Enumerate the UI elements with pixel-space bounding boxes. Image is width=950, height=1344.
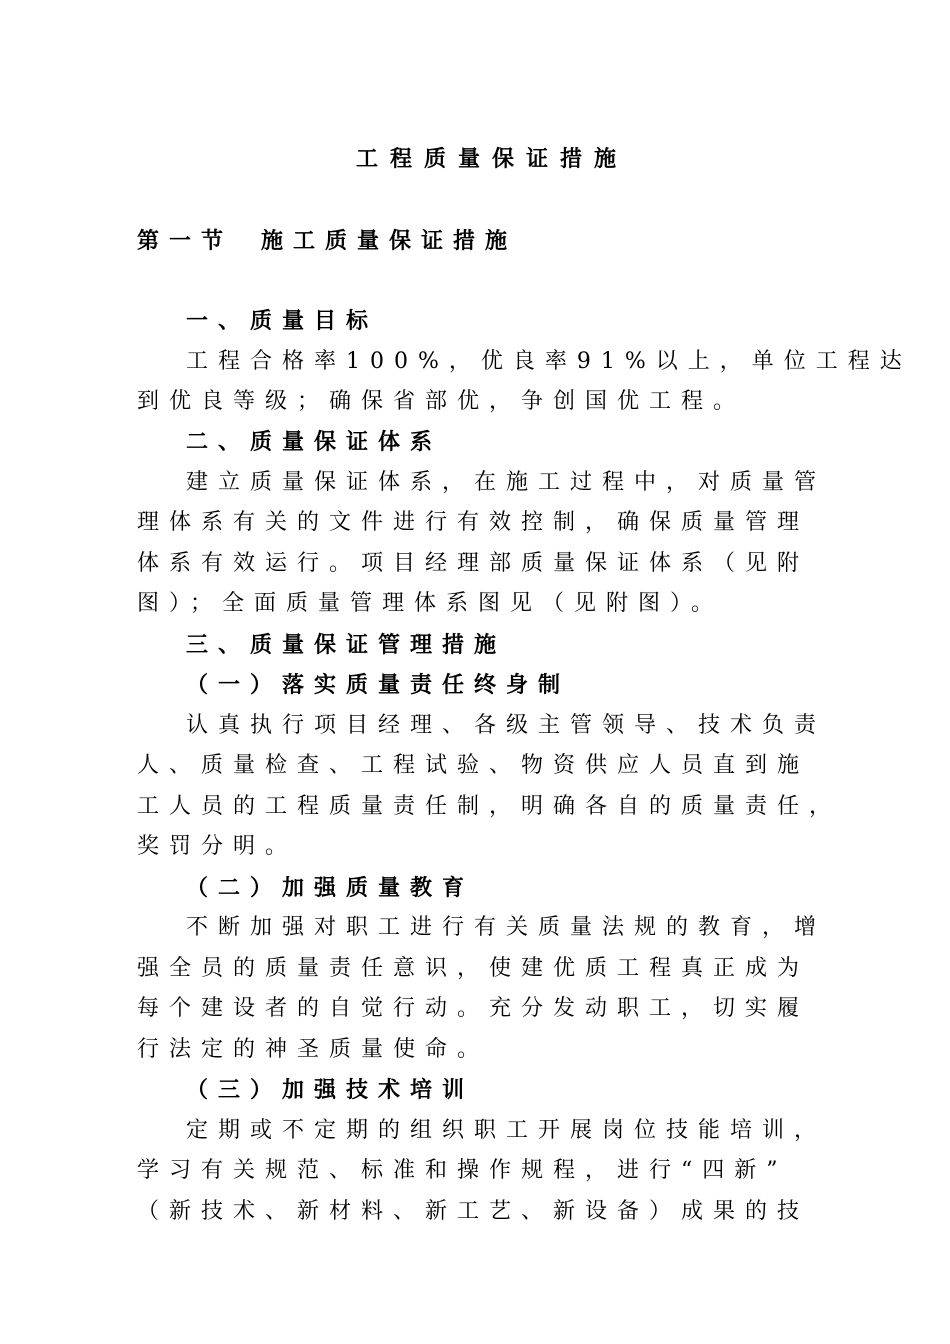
heading-quality-measures: 三、质量保证管理措施: [186, 632, 507, 658]
paragraph-line: 行法定的神圣质量使命。: [137, 1037, 490, 1062]
paragraph-line: 工程合格率100%，优良率91%以上，单位工程达: [186, 349, 912, 374]
paragraph-line: 强全员的质量责任意识，使建优质工程真正成为: [137, 956, 810, 981]
paragraph-line: （新技术、新材料、新工艺、新设备）成果的技: [137, 1199, 810, 1224]
paragraph-line: 建立质量保证体系，在施工过程中，对质量管: [186, 470, 827, 495]
section-number: 第一节: [137, 228, 234, 254]
paragraph-line: 奖罚分明。: [137, 834, 298, 859]
subheading-responsibility: （一）落实质量责任终身制: [186, 672, 571, 698]
paragraph-line: 工人员的工程质量责任制，明确各自的质量责任，: [137, 794, 842, 819]
paragraph-line: 到优良等级；确保省部优，争创国优工程。: [137, 389, 746, 414]
section-heading: [137, 227, 517, 255]
paragraph-line: 体系有效运行。项目经理部质量保证体系（见附: [137, 551, 810, 576]
paragraph-line: 定期或不定期的组织职工开展岗位技能培训，: [186, 1118, 827, 1143]
heading-quality-target: 一、质量目标: [186, 308, 379, 334]
document-title: 工程质量保证措施: [356, 146, 629, 172]
section-title: 施工质量保证措施: [261, 228, 518, 254]
paragraph-line: 人、质量检查、工程试验、物资供应人员直到施: [137, 753, 810, 778]
paragraph-line: 图）；全面质量管理体系图见（见附图）。: [137, 591, 724, 616]
paragraph-line: 不断加强对职工进行有关质量法规的教育，增: [186, 915, 827, 940]
subheading-education: （二）加强质量教育: [186, 875, 475, 901]
paragraph-line: 学习有关规范、标准和操作规程，进行“四新”: [137, 1158, 788, 1183]
subheading-training: （三）加强技术培训: [186, 1077, 475, 1103]
paragraph-line: 认真执行项目经理、各级主管领导、技术负责: [186, 713, 827, 738]
paragraph-line: 每个建设者的自觉行动。充分发动职工，切实履: [137, 996, 810, 1021]
heading-quality-system: 二、质量保证体系: [186, 429, 443, 455]
paragraph-line: 理体系有关的文件进行有效控制，确保质量管理: [137, 510, 810, 535]
